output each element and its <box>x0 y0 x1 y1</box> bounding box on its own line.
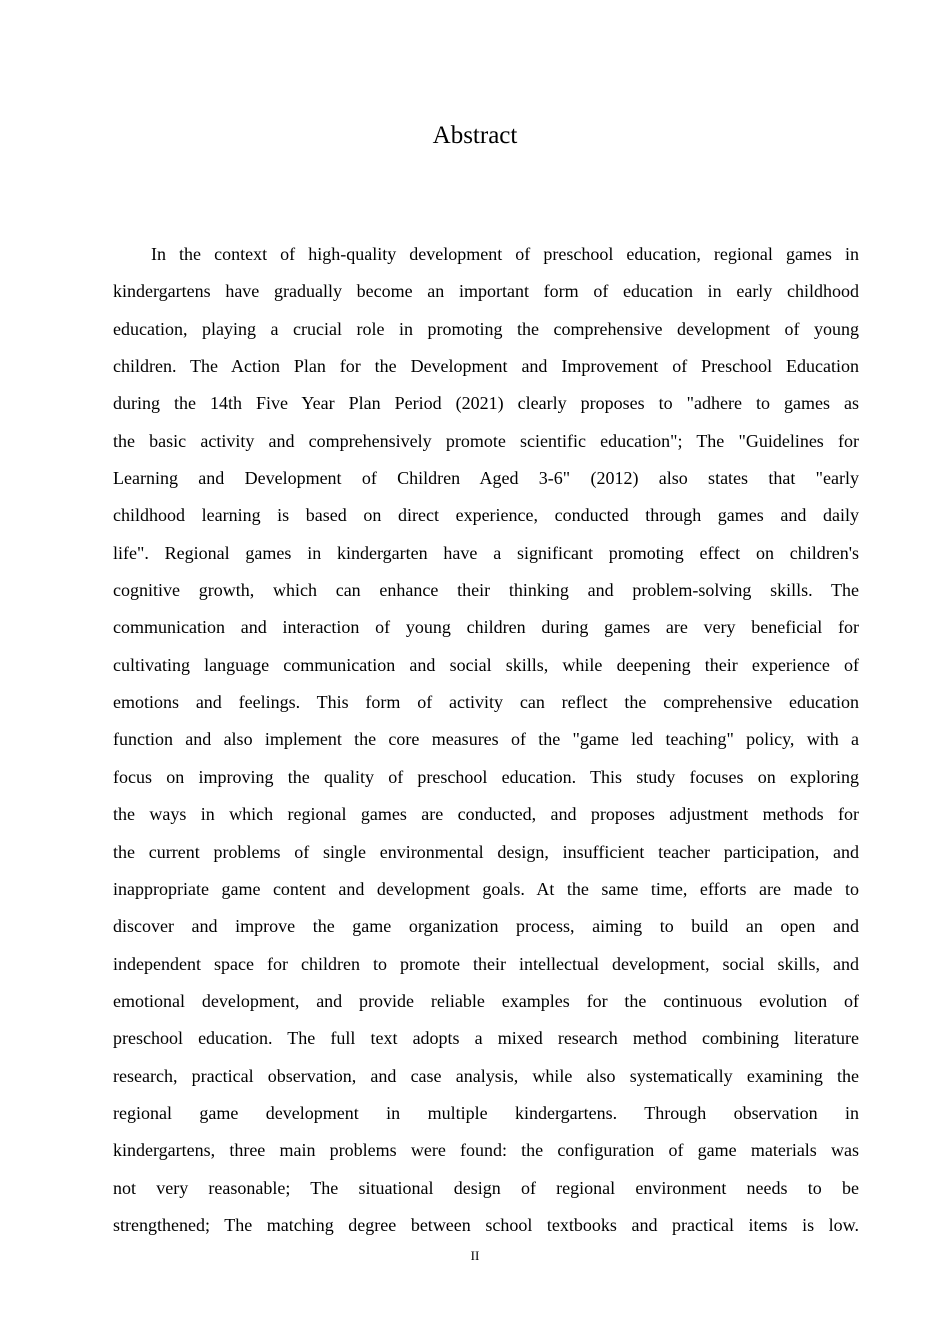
paragraph-line: strengthened; The matching degree between school textbooks and practical items is low. <box>113 1214 859 1235</box>
paragraph-line: the basic activity and comprehensively promote scientific education"; The "Guidelines for <box>113 430 859 451</box>
paragraph-line: focus on improving the quality of preschool education. This study focuses on exploring <box>113 766 859 787</box>
paragraph-line: the current problems of single environmental design, insufficient teacher participation, and <box>113 841 859 862</box>
abstract-body <box>113 236 859 1244</box>
paragraph-line: independent space for children to promote their intellectual development, social skills, and <box>113 953 859 974</box>
paragraph-line: the ways in which regional games are conducted, and proposes adjustment methods for <box>113 804 859 825</box>
paragraph-line: cultivating language communication and social skills, while deepening their experience of <box>113 654 859 675</box>
paragraph-line: emotional development, and provide reliable examples for the continuous evolution of <box>113 990 859 1011</box>
paragraph-line: during the 14th Five Year Plan Period (2021) clearly proposes to "adhere to games as <box>113 393 859 414</box>
paragraph-line: life". Regional games in kindergarten have a significant promoting effect on children's <box>113 542 859 563</box>
paragraph-line: research, practical observation, and case analysis, while also systematically examining the <box>113 1065 859 1086</box>
paragraph-line: cognitive growth, which can enhance their thinking and problem-solving skills. The <box>113 580 859 601</box>
paragraph-line: communication and interaction of young children during games are very beneficial for <box>113 617 859 638</box>
paragraph-line: emotions and feelings. This form of activity can reflect the comprehensive education <box>113 692 859 713</box>
paragraph-line: function and also implement the core measures of the "game led teaching" policy, with a <box>113 729 859 750</box>
paragraph-line: education, playing a crucial role in promoting the comprehensive development of young <box>113 318 859 339</box>
paragraph-line: preschool education. The full text adopts a mixed research method combining literature <box>113 1028 859 1049</box>
paragraph-line: inappropriate game content and development goals. At the same time, efforts are made to <box>113 878 859 899</box>
paragraph-line: children. The Action Plan for the Development and Improvement of Preschool Education <box>113 356 859 377</box>
paragraph-line: discover and improve the game organization process, aiming to build an open and <box>113 916 859 937</box>
paragraph-line: In the context of high-quality development of preschool education, regional games in <box>151 244 859 264</box>
paragraph-line: childhood learning is based on direct experience, conducted through games and daily <box>113 505 859 526</box>
page-number: II <box>470 1248 480 1263</box>
paragraph-line: not very reasonable; The situational design of regional environment needs to be <box>113 1177 859 1198</box>
page-title: Abstract <box>432 122 518 149</box>
paragraph-line: kindergartens have gradually become an important form of education in early childhood <box>113 281 859 302</box>
paragraph-line: Learning and Development of Children Aged 3-6" (2012) also states that "early <box>113 468 859 489</box>
paragraph-line: kindergartens, three main problems were found: the configuration of game materials was <box>113 1140 859 1161</box>
paragraph-line: regional game development in multiple kindergartens. Through observation in <box>113 1102 859 1123</box>
